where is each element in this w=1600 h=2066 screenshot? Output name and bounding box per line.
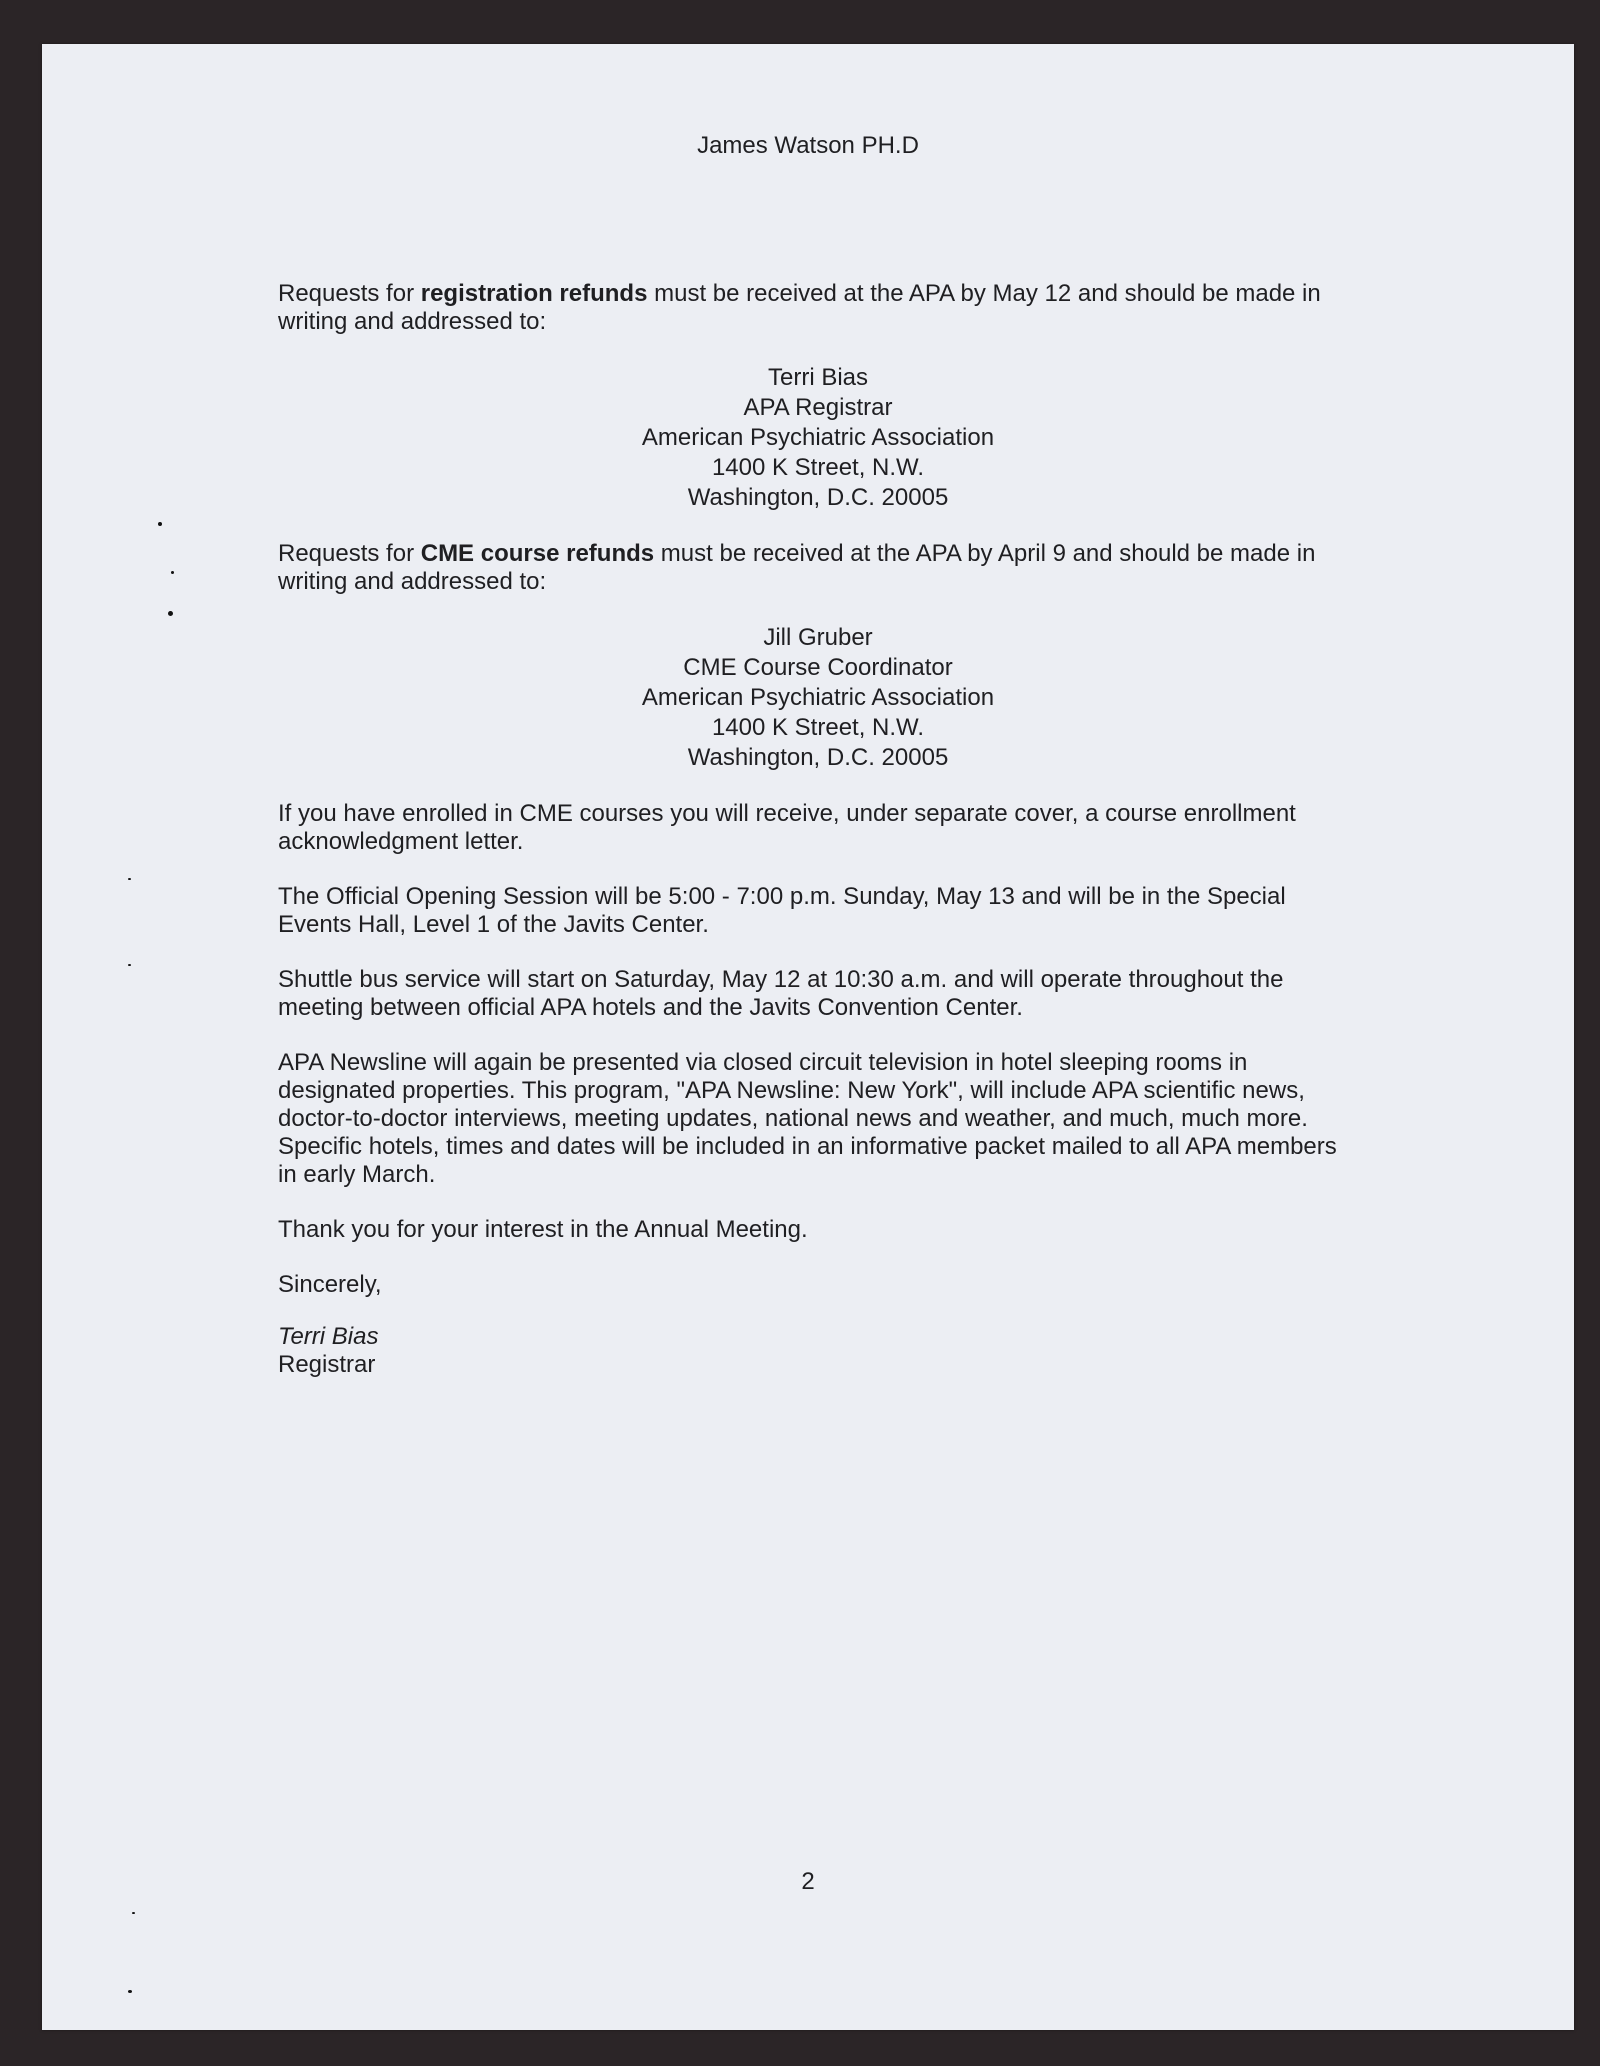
address-line: Washington, D.C. 20005 bbox=[687, 484, 949, 511]
cme-coordinator-address bbox=[278, 623, 1358, 773]
letterhead-name: James Watson PH.D bbox=[697, 132, 919, 159]
address-line: American Psychiatric Association bbox=[641, 424, 995, 451]
thanks-paragraph: Thank you for your interest in the Annual Meeting. bbox=[278, 1216, 808, 1243]
scan-speck bbox=[158, 522, 162, 526]
registration-refund-paragraph bbox=[278, 280, 1358, 336]
bold-term: registration refunds bbox=[420, 280, 648, 307]
salutation: Sincerely, bbox=[278, 1271, 382, 1298]
scan-speck bbox=[132, 1912, 135, 1914]
scan-speck bbox=[171, 571, 174, 574]
signature-title: Registrar bbox=[278, 1351, 376, 1378]
address-line: American Psychiatric Association bbox=[641, 684, 995, 711]
paragraph-text: Requests for bbox=[278, 540, 421, 567]
scan-speck bbox=[128, 878, 131, 880]
cme-refund-paragraph bbox=[278, 540, 1358, 596]
scan-speck bbox=[128, 964, 131, 966]
scan-speck bbox=[168, 611, 173, 616]
newsline-paragraph: APA Newsline will again be presented via closed circuit television in hotel sleeping rooms in designated properties. This program, "APA Newsline: New York", will include APA scientific news, doctor-to-doctor interviews, meeting updates, national news and weather, and much, much more. Specific hotels, times and dates will be included in an informative packet mailed to all APA members in early March. bbox=[278, 1049, 1337, 1188]
paragraph-text: must be received at the APA by May 12 and should be made in writing and addressed to: bbox=[278, 280, 1321, 335]
address-line: Jill Gruber bbox=[763, 624, 873, 651]
enrollment-paragraph: If you have enrolled in CME courses you will receive, under separate cover, a course enrollment acknowledgment letter. bbox=[278, 800, 1296, 855]
address-line: APA Registrar bbox=[743, 394, 893, 421]
address-line: Terri Bias bbox=[767, 364, 869, 391]
address-line: Washington, D.C. 20005 bbox=[687, 744, 949, 771]
closing-block bbox=[278, 1271, 1358, 1379]
letter-body bbox=[278, 280, 1358, 1379]
paragraph-text: Requests for bbox=[278, 280, 421, 307]
address-line: 1400 K Street, N.W. bbox=[711, 714, 925, 741]
paragraph-text: must be received at the APA by April 9 and should be made in writing and addressed to: bbox=[278, 540, 1316, 595]
document-page bbox=[42, 44, 1574, 2030]
registrar-address bbox=[278, 363, 1358, 513]
scan-speck bbox=[128, 1990, 132, 1993]
opening-session-paragraph: The Official Opening Session will be 5:00 - 7:00 p.m. Sunday, May 13 and will be in the Special Events Hall, Level 1 of the Javits Center. bbox=[278, 883, 1286, 938]
address-line: CME Course Coordinator bbox=[683, 654, 953, 681]
shuttle-paragraph: Shuttle bus service will start on Saturday, May 12 at 10:30 a.m. and will operate throughout the meeting between official APA hotels and the Javits Convention Center. bbox=[278, 966, 1284, 1021]
address-line: 1400 K Street, N.W. bbox=[711, 454, 925, 481]
bold-term: CME course refunds bbox=[420, 540, 655, 567]
signature-name: Terri Bias bbox=[278, 1323, 379, 1350]
page-number: 2 bbox=[801, 1868, 815, 1895]
